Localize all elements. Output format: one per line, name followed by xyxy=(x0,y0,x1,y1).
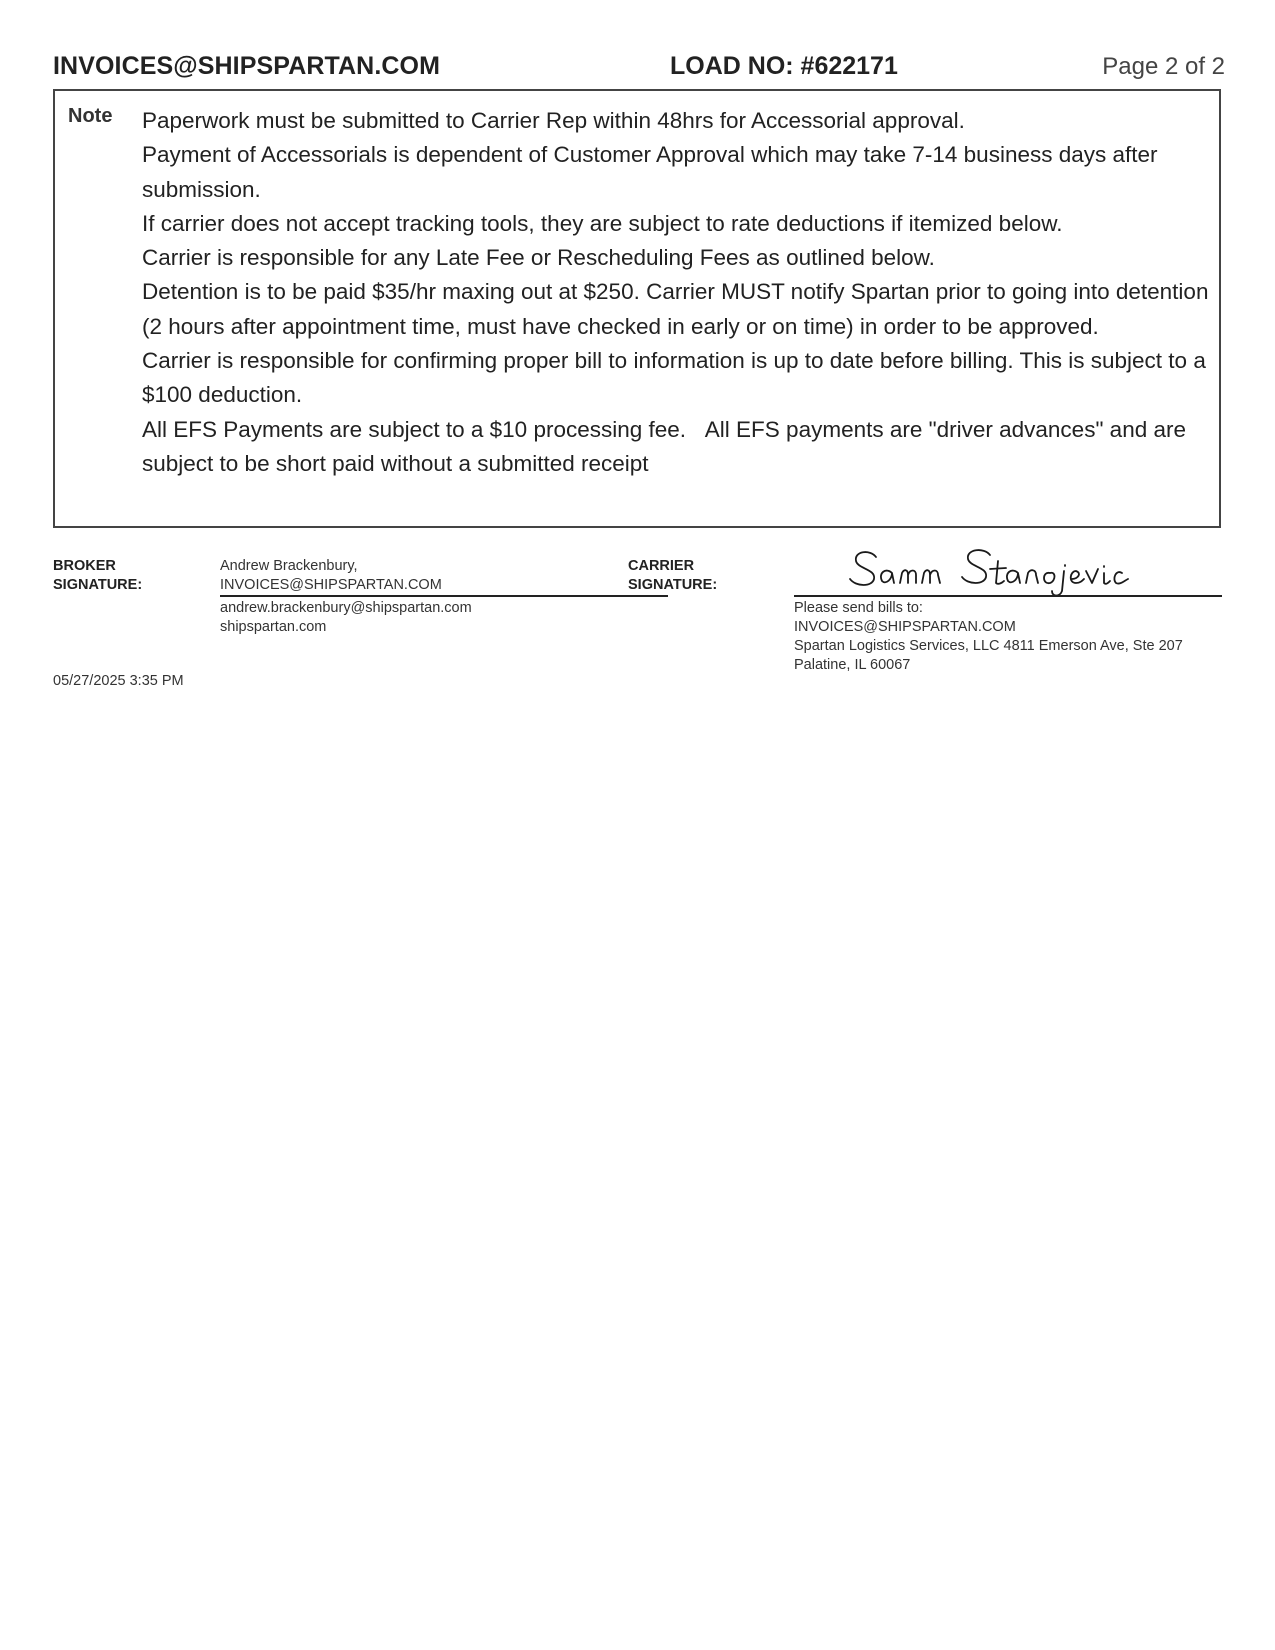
broker-signature-label: BROKER SIGNATURE: xyxy=(53,558,143,593)
note-label: Note xyxy=(68,105,113,127)
broker-website: shipspartan.com xyxy=(220,619,327,635)
note-box xyxy=(53,89,1221,528)
note-line: Detention is to be paid $35/hr maxing out at $250. Carrier MUST notify Spartan prior to going into detention (2 hours after appointment time, must have checked in early or on time) in order to be approved. xyxy=(142,279,1209,339)
broker-name: Andrew Brackenbury, xyxy=(220,558,358,574)
timestamp: 05/27/2025 3:35 PM xyxy=(53,673,184,689)
header-email: INVOICES@SHIPSPARTAN.COM xyxy=(53,52,440,80)
note-line: All EFS Payments are subject to a $10 processing fee. All EFS payments are "driver advances" and are subject to be short paid without a submitted receipt xyxy=(142,416,1186,476)
page-indicator: Page 2 of 2 xyxy=(1102,53,1225,80)
note-line: If carrier does not accept tracking tools, they are subject to rate deductions if itemized below. xyxy=(142,210,1063,236)
note-line: Carrier is responsible for confirming proper bill to information is up to date before billing. This is subject to a $100 deduction. xyxy=(142,348,1206,408)
carrier-address-line1: Spartan Logistics Services, LLC 4811 Emerson Ave, Ste 207 xyxy=(794,638,1183,654)
bills-email: INVOICES@SHIPSPARTAN.COM xyxy=(794,619,1016,635)
load-number: LOAD NO: #622171 xyxy=(670,52,898,80)
page-header xyxy=(53,52,1225,86)
note-body xyxy=(142,104,1212,481)
carrier-signature-line xyxy=(794,595,1222,597)
note-line: Carrier is responsible for any Late Fee or Rescheduling Fees as outlined below. xyxy=(142,245,935,271)
bills-label: Please send bills to: xyxy=(794,600,923,616)
note-line: Paperwork must be submitted to Carrier Rep within 48hrs for Accessorial approval. xyxy=(142,108,965,133)
broker-signature-line xyxy=(220,595,668,597)
carrier-signature-label: CARRIER SIGNATURE: xyxy=(628,558,718,593)
note-line: Payment of Accessorials is dependent of Customer Approval which may take 7-14 business days after submission. xyxy=(142,142,1158,202)
signature-section xyxy=(53,557,1225,687)
carrier-signature xyxy=(846,539,1146,599)
broker-email: andrew.brackenbury@shipspartan.com xyxy=(220,600,472,616)
broker-company-email: INVOICES@SHIPSPARTAN.COM xyxy=(220,577,442,593)
carrier-address-line2: Palatine, IL 60067 xyxy=(794,657,911,673)
